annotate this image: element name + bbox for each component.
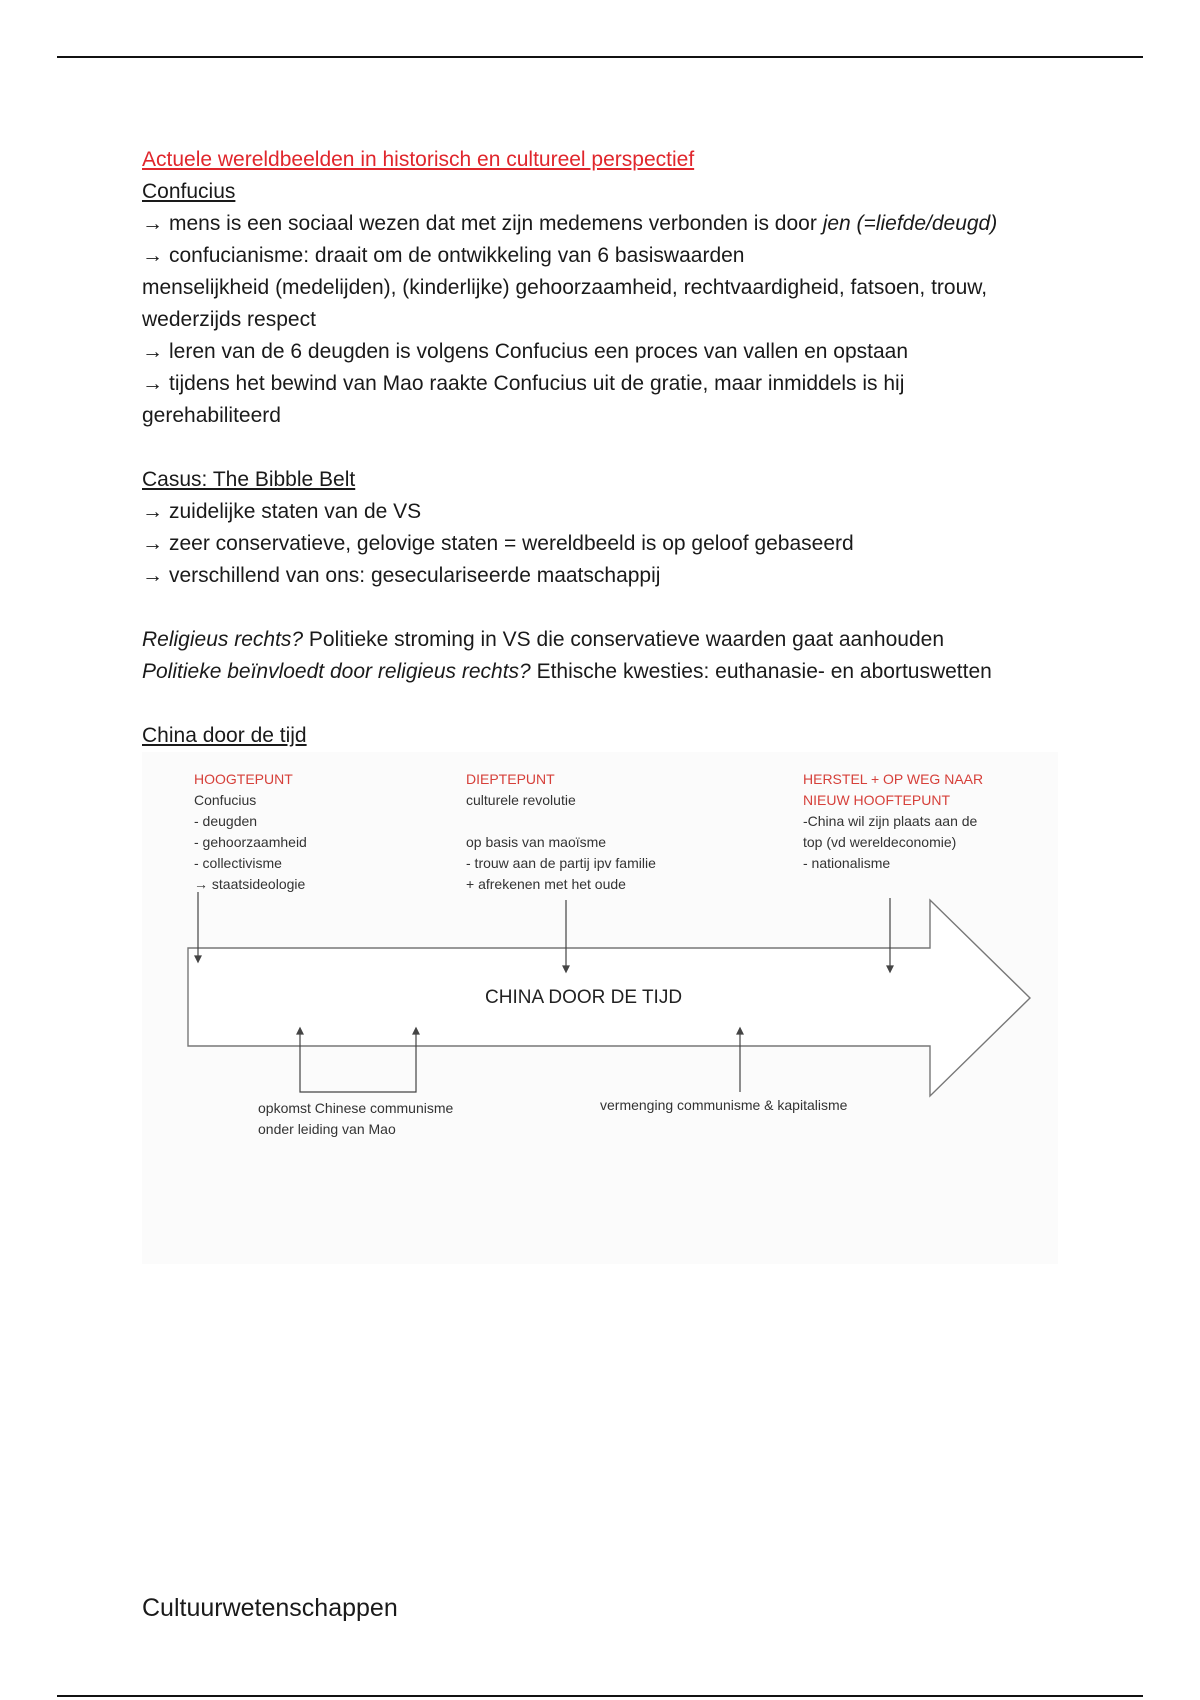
low-point-line: culturele revolutie (466, 792, 576, 808)
communism-rise-line: onder leiding van Mao (258, 1121, 396, 1137)
arrow-icon: → (142, 564, 163, 587)
recovery-line: - nationalisme (803, 855, 891, 871)
arrow-icon: → (142, 212, 163, 235)
low-point-title: DIEPTEPUNT (466, 771, 555, 787)
low-point-line: - trouw aan de partij ipv familie (466, 855, 656, 871)
communism-rise-block (258, 1098, 453, 1140)
footer-subject: Cultuurwetenschappen (142, 1594, 398, 1622)
high-point-title: HOOGTEPUNT (194, 771, 293, 787)
low-point-line: + afrekenen met het oude (466, 876, 626, 892)
high-point-line: - collectivisme (194, 855, 282, 871)
arrow-icon: → (142, 244, 163, 267)
top-rule (57, 56, 1143, 58)
religious-influence-line: Politieke beïnvloedt door religieus rechts? Ethische kwesties: euthanasie- en abortuswetten (142, 660, 992, 683)
arrow-icon: → (142, 532, 163, 555)
recovery-block (803, 769, 983, 874)
recovery-title: HERSTEL + OP WEG NAAR (803, 771, 984, 787)
communism-rise-line: opkomst Chinese communisme (258, 1100, 454, 1116)
high-point-line: - deugden (194, 813, 258, 829)
high-point-line: - gehoorzaamheid (194, 834, 307, 850)
arrow-icon: → (142, 372, 163, 395)
arrow-icon: → (142, 500, 163, 523)
confucius-line-3: menselijkheid (medelijden), (kinderlijke) gehoorzaamheid, rechtvaardigheid, fatsoen, trouw, wederzijds respect (142, 276, 988, 331)
religious-question: Religieus rechts? (142, 628, 304, 651)
arrow-icon: → (194, 876, 208, 892)
high-point-line: Confucius (194, 792, 257, 808)
page-title: Actuele wereldbeelden in historisch en cultureel perspectief (142, 148, 695, 171)
confucius-line-4: → leren van de 6 deugden is volgens Confucius een proces van vallen en opstaan (142, 340, 909, 363)
timeline-label: CHINA DOOR DE TIJD (485, 987, 683, 1008)
confucius-heading: Confucius (142, 180, 236, 203)
bible-belt-item: → zuidelijke staten van de VS (142, 500, 422, 523)
bible-belt-item: → verschillend van ons: geseculariseerde maatschappij (142, 564, 661, 587)
china-heading: China door de tijd (142, 724, 307, 747)
bible-belt-heading: Casus: The Bibble Belt (142, 468, 356, 491)
jen-term: jen (=liefde/deugd) (822, 212, 998, 235)
religious-right-line: Religieus rechts? Politieke stroming in VS die conservatieve waarden gaat aanhouden (142, 628, 944, 651)
recovery-title-2: NIEUW HOOFTEPUNT (803, 792, 950, 808)
arrow-icon: → (142, 340, 163, 363)
bible-belt-item: → zeer conservatieve, gelovige staten = wereldbeeld is op geloof gebaseerd (142, 532, 854, 555)
low-point-line: op basis van maoïsme (466, 834, 607, 850)
confucius-line-5: → tijdens het bewind van Mao raakte Confucius uit de gratie, maar inmiddels is hij gerehabiliteerd (142, 372, 905, 427)
confucius-line-2: → confucianisme: draait om de ontwikkeling van 6 basiswaarden (142, 244, 745, 267)
influence-question: Politieke beïnvloedt door religieus rechts? (142, 660, 531, 683)
recovery-line: -China wil zijn plaats aan de (803, 813, 978, 829)
document-body (142, 144, 1062, 752)
bottom-rule (57, 1695, 1143, 1697)
high-point-block (194, 769, 307, 895)
high-point-line: → staatsideologie (194, 876, 306, 892)
low-point-block (466, 769, 656, 895)
recovery-line: top (vd wereldeconomie) (803, 834, 957, 850)
communism-capitalism-label: vermenging communisme & kapitalisme (600, 1097, 848, 1113)
confucius-line-1: → mens is een sociaal wezen dat met zijn medemens verbonden is door jen (=liefde/deugd) (142, 212, 998, 235)
china-timeline-diagram (142, 752, 1058, 1264)
